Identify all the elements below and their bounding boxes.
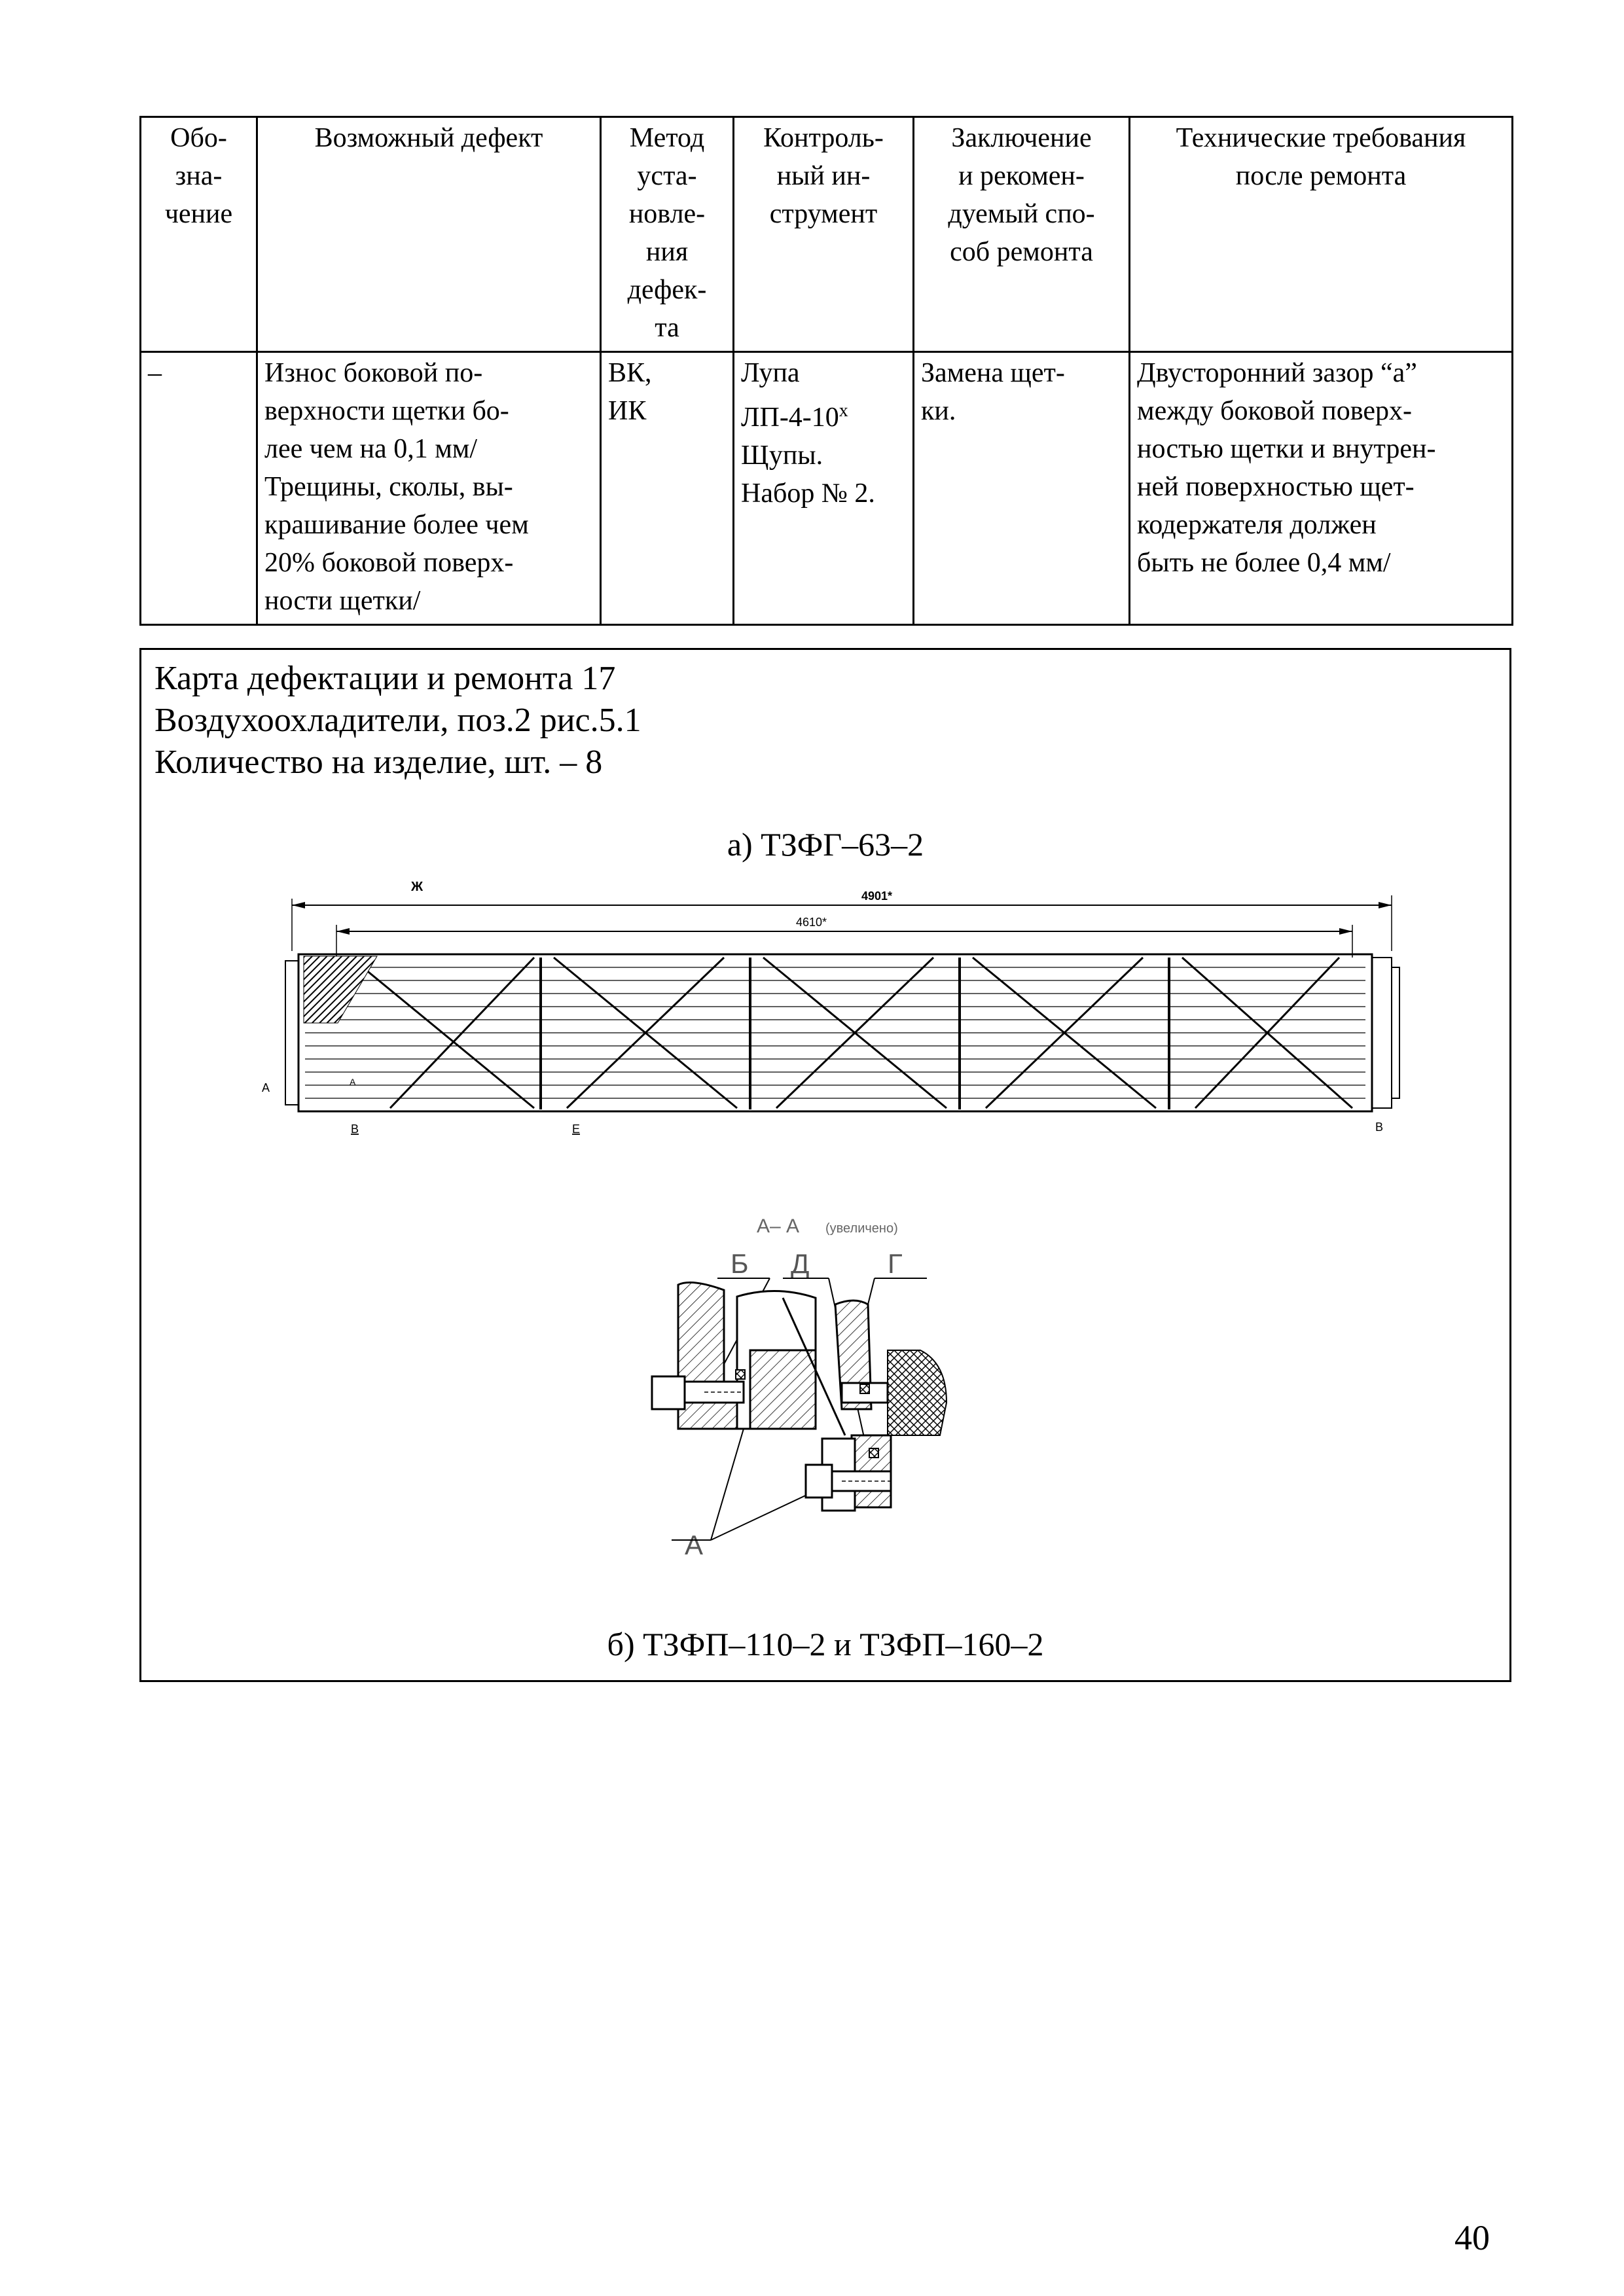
instrument-line-4: Набор № 2. bbox=[741, 478, 875, 509]
dim-overall: 4901* bbox=[861, 889, 893, 903]
label-v-right: В bbox=[1375, 1121, 1384, 1134]
instrument-line-3: Щупы. bbox=[741, 440, 823, 471]
caption-b: б) ТЗФП–110–2 и ТЗФП–160–2 bbox=[607, 1626, 1044, 1662]
defect-table bbox=[139, 116, 1513, 626]
label-a-small: А bbox=[350, 1077, 356, 1087]
header-conclusion: Заключение и рекомен- дуемый спо- соб ремонта bbox=[914, 117, 1130, 352]
header-method: Метод уста- новле- ния дефек- та bbox=[601, 117, 734, 352]
instrument-model: ЛП-4-10 bbox=[741, 403, 839, 433]
caption-a: а) ТЗФГ–63–2 bbox=[727, 826, 924, 863]
table-header-row bbox=[141, 117, 1513, 352]
drawing-a-air-cooler bbox=[240, 872, 1418, 1160]
cell-conclusion: Замена щет- ки. bbox=[914, 352, 1130, 625]
label-b: Б bbox=[731, 1248, 749, 1279]
defect-card bbox=[139, 648, 1511, 1682]
header-requirements: Технические требования после ремонта bbox=[1130, 117, 1513, 352]
instrument-magnification: х bbox=[839, 401, 848, 421]
card-title bbox=[154, 658, 641, 783]
table-row bbox=[141, 352, 1513, 625]
instrument-line-2 bbox=[741, 392, 906, 437]
dim-inner: 4610* bbox=[796, 916, 827, 929]
label-d: Д bbox=[791, 1248, 810, 1279]
cell-designation: – bbox=[141, 352, 257, 625]
drawing-b-section bbox=[639, 1213, 1005, 1566]
header-instrument: Контроль- ный ин- струмент bbox=[734, 117, 914, 352]
card-title-line-3: Количество на изделие, шт. – 8 bbox=[154, 744, 603, 781]
header-designation: Обо- зна- чение bbox=[141, 117, 257, 352]
cell-instrument bbox=[734, 352, 914, 625]
label-v-left: В bbox=[351, 1122, 359, 1136]
label-a: А bbox=[685, 1530, 704, 1560]
label-g: Г bbox=[888, 1248, 903, 1279]
instrument-line-1: Лупа bbox=[741, 358, 800, 388]
page-number: 40 bbox=[1454, 2218, 1490, 2257]
card-title-line-1: Карта дефектации и ремонта 17 bbox=[154, 660, 616, 697]
label-zh: Ж bbox=[411, 880, 424, 894]
section-note: (увеличено) bbox=[825, 1221, 898, 1236]
cell-requirements: Двусторонний зазор “а” между боковой поверх- ностью щетки и внутрен- ней поверхностью щет- кодержателя должен быть не более 0,4 мм/ bbox=[1130, 352, 1513, 625]
header-defect: Возможный дефект bbox=[257, 117, 601, 352]
cell-defect: Износ боковой по- верхности щетки бо- лее чем на 0,1 мм/ Трещины, сколы, вы- крашивание более чем 20% боковой поверх- ности щетки/ bbox=[257, 352, 601, 625]
label-a-left: А bbox=[262, 1081, 270, 1094]
cell-method: ВК, ИК bbox=[601, 352, 734, 625]
section-title: А– А bbox=[757, 1215, 800, 1237]
label-e: Е bbox=[572, 1122, 581, 1136]
card-title-line-2: Воздухоохладители, поз.2 рис.5.1 bbox=[154, 702, 641, 739]
